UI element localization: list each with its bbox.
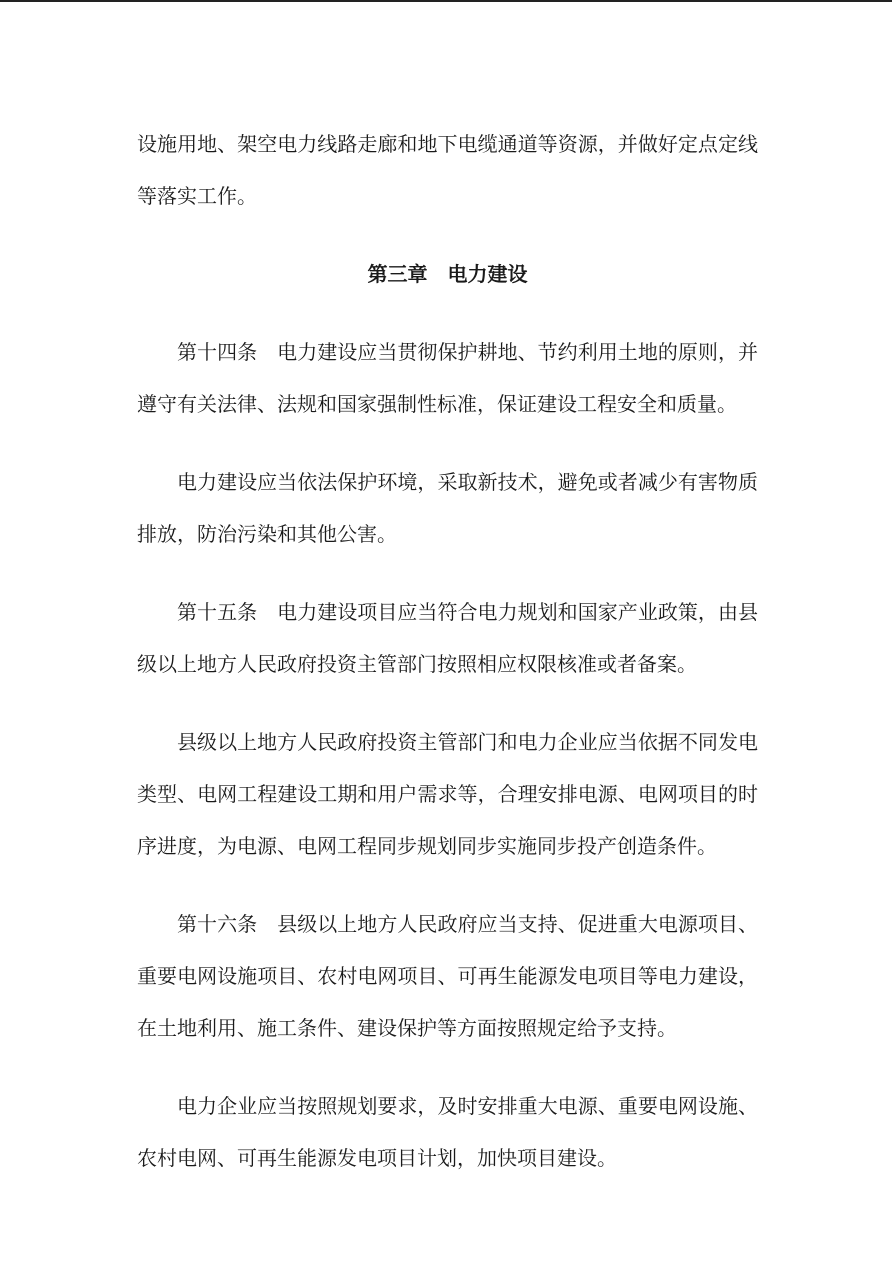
article-paragraph [137,716,758,872]
article-text: 电力建设项目应当符合电力规划和国家产业政策，由县级以上地方人民政府投资主管部门按照相应权限核准或者备案。 [137,600,759,676]
article-paragraph [137,586,758,690]
article-paragraph [137,1080,758,1184]
article-paragraph [137,898,758,1054]
article-text: 电力建设应当依法保护环境，采取新技术，避免或者减少有害物质排放，防治污染和其他公害。 [137,470,758,546]
article-text: 电力企业应当按照规划要求，及时安排重大电源、重要电网设施、农村电网、可再生能源发电项目计划，加快项目建设。 [137,1094,758,1170]
article-text: 县级以上地方人民政府应当支持、促进重大电源项目、重要电网设施项目、农村电网项目、可再生能源发电项目等电力建设，在土地利用、施工条件、建设保护等方面按照规定给予支持。 [137,912,759,1040]
article-number: 第十四条 [177,340,258,364]
chapter-title: 电力建设 [447,262,528,286]
chapter-heading [137,248,758,300]
article-number: 第十五条 [177,600,258,624]
article-number: 第十六条 [177,912,258,936]
article-paragraph [137,326,758,430]
article-text: 电力建设应当贯彻保护耕地、节约利用土地的原则，并遵守有关法律、法规和国家强制性标准，保证建设工程安全和质量。 [137,340,759,416]
continued-paragraph: 设施用地、架空电力线路走廊和地下电缆通道等资源，并做好定点定线等落实工作。 [137,132,758,208]
article-text: 县级以上地方人民政府投资主管部门和电力企业应当依据不同发电类型、电网工程建设工期和用户需求等，合理安排电源、电网项目的时序进度，为电源、电网工程同步规划同步实施同步投产创造条件。 [137,730,758,858]
article-paragraph [137,456,758,560]
chapter-number: 第三章 [367,262,428,286]
document-body [137,118,758,1210]
